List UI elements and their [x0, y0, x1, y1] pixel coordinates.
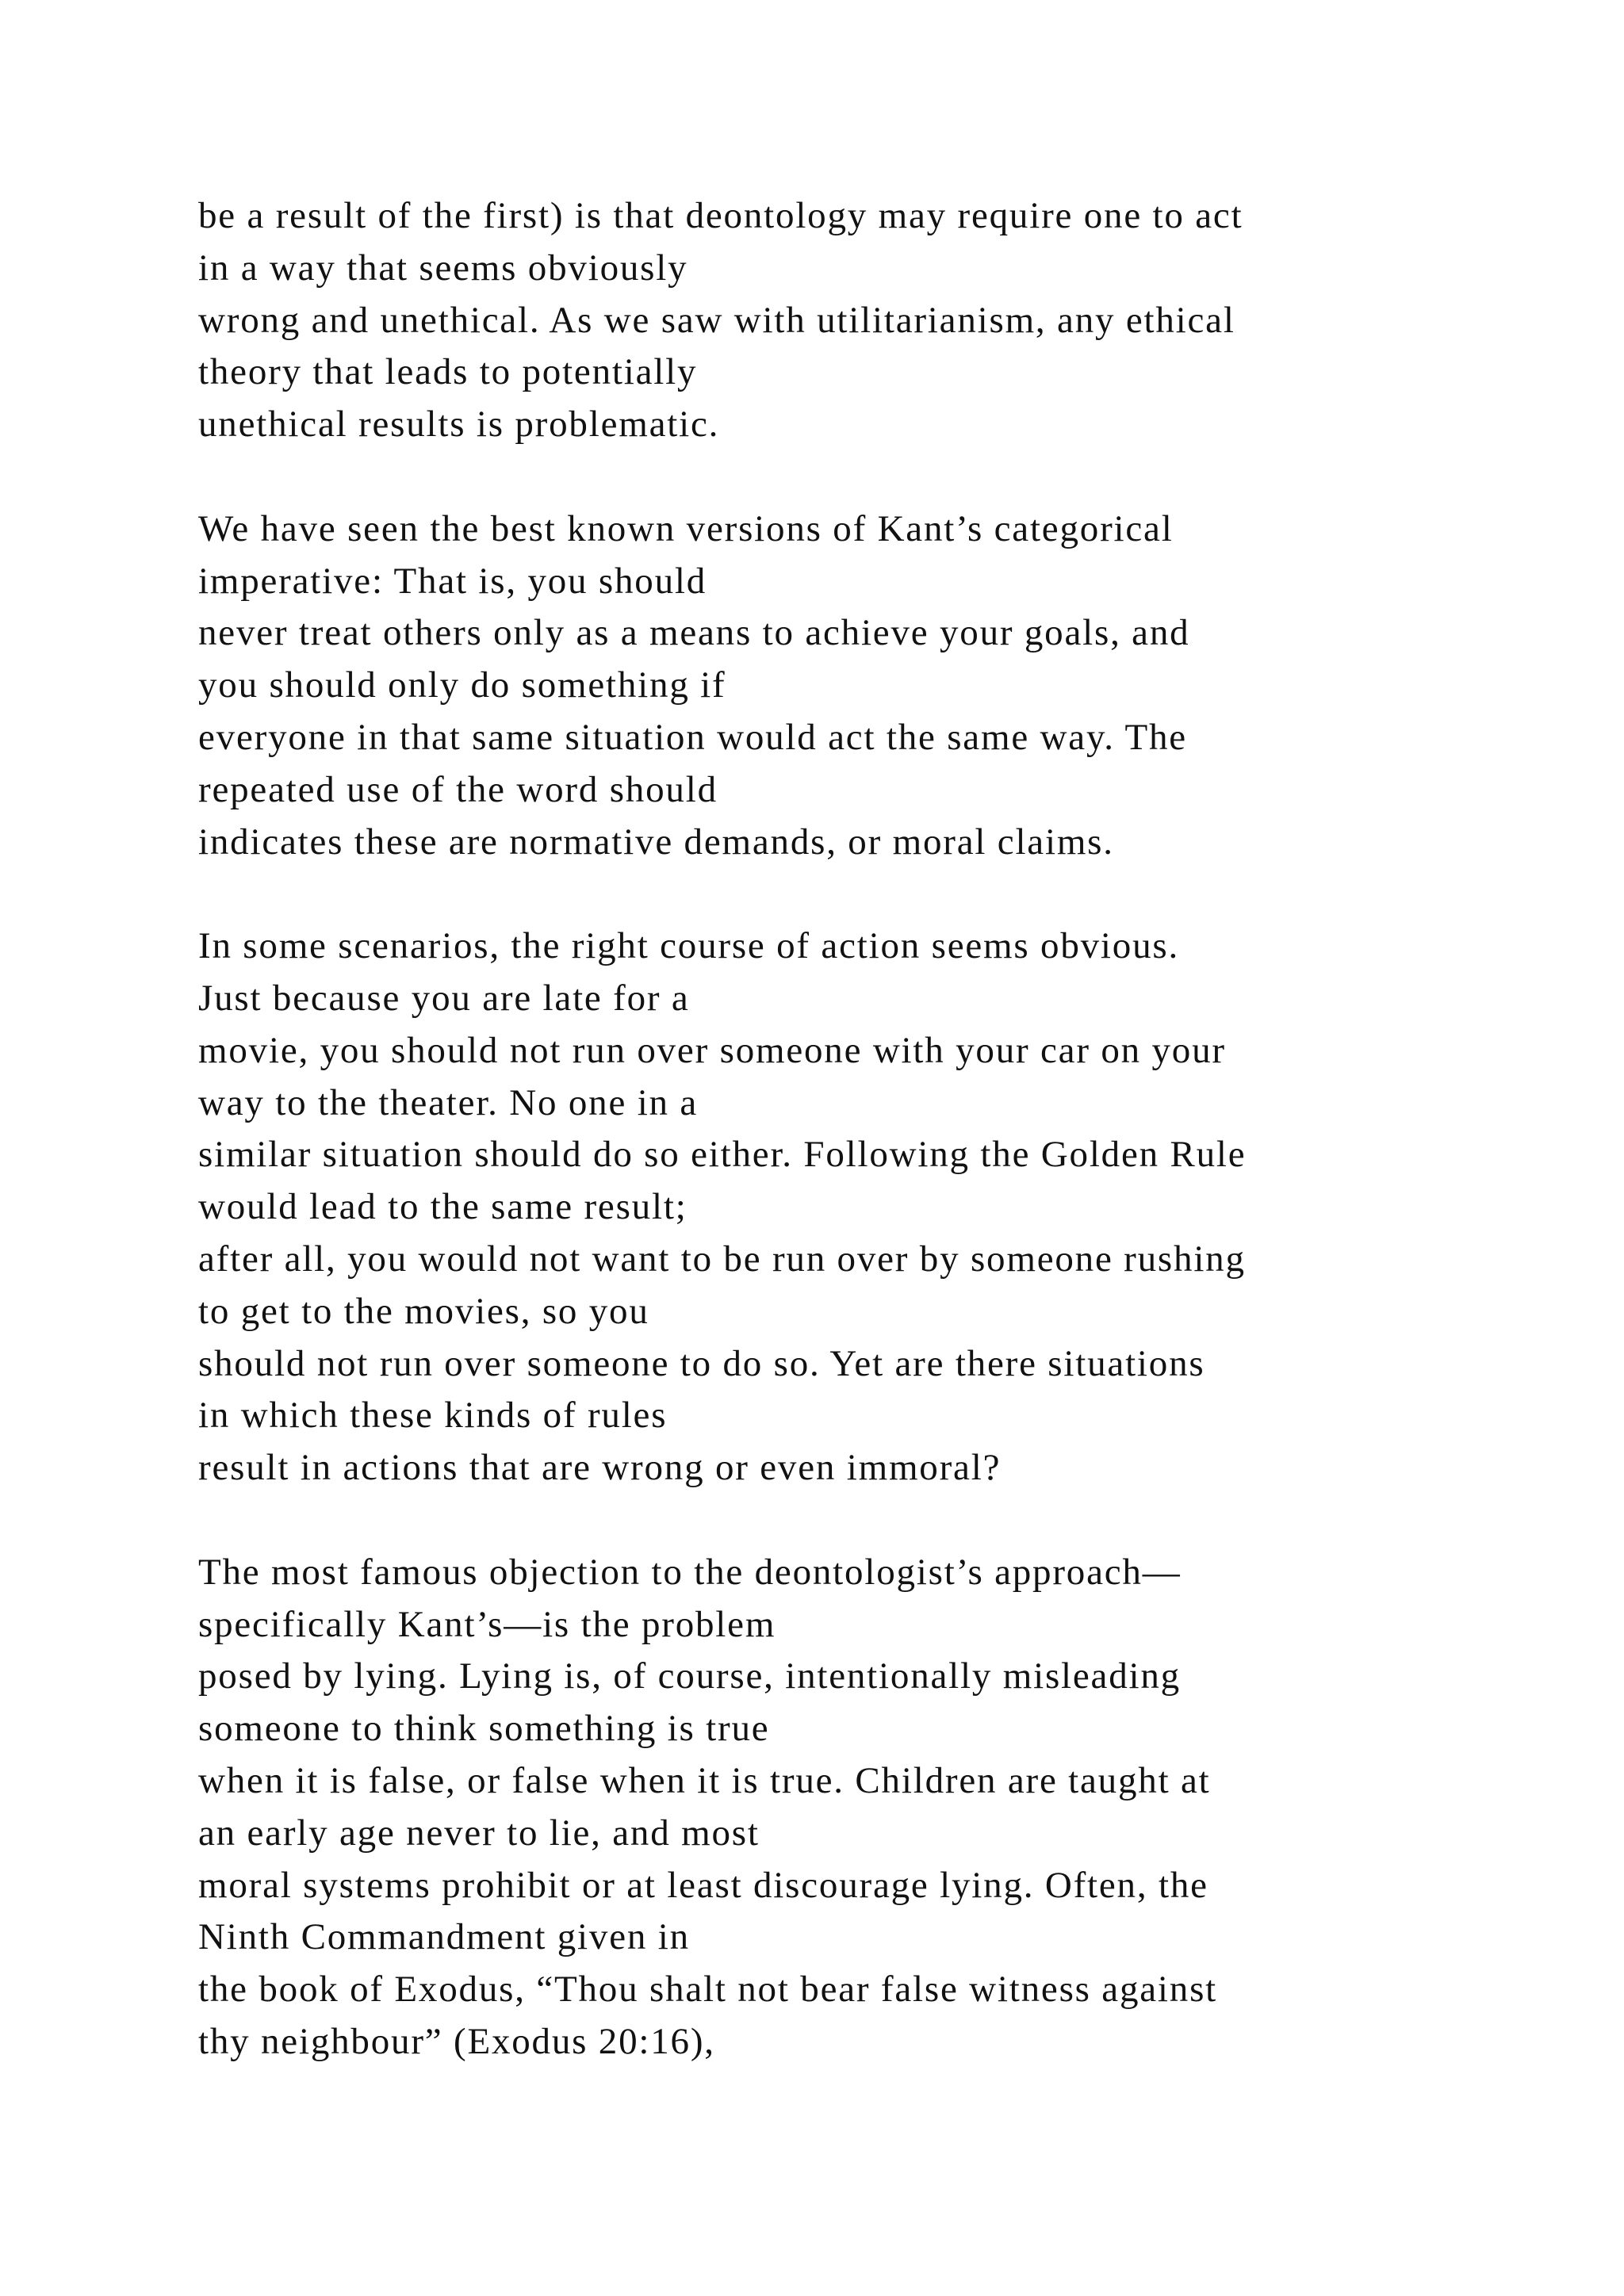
paragraph-4 [198, 1547, 1499, 2068]
text-line: be a result of the first) is that deontology may require one to act [198, 195, 1243, 236]
text-line: thy neighbour” (Exodus 20:16), [198, 2020, 715, 2062]
text-line: theory that leads to potentially [198, 351, 698, 393]
text-line: movie, you should not run over someone with your car on your [198, 1029, 1226, 1071]
text-line: imperative: That is, you should [198, 560, 707, 602]
paragraph-1 [198, 190, 1499, 451]
text-line: similar situation should do so either. Following the Golden Rule [198, 1134, 1247, 1176]
text-line: repeated use of the word should [198, 768, 718, 810]
text-line: should not run over someone to do so. Yet are there situations [198, 1342, 1205, 1384]
text-line: moral systems prohibit or at least discourage lying. Often, the [198, 1864, 1208, 1906]
text-line: In some scenarios, the right course of action seems obvious. [198, 925, 1180, 967]
text-line: result in actions that are wrong or even immoral? [198, 1447, 1002, 1489]
text-line: the book of Exodus, “Thou shalt not bear false witness against [198, 1969, 1218, 2011]
paragraph-gap [198, 451, 1499, 503]
text-line: unethical results is problematic. [198, 404, 720, 446]
text-line: an early age never to lie, and most [198, 1812, 760, 1854]
paragraph-2 [198, 503, 1499, 869]
text-line: We have seen the best known versions of Kant’s categorical [198, 507, 1174, 549]
text-line: someone to think something is true [198, 1708, 770, 1750]
text-line: wrong and unethical. As we saw with utilitarianism, any ethical [198, 299, 1235, 341]
text-line: Ninth Commandment given in [198, 1916, 690, 1958]
body-text [198, 190, 1499, 2068]
text-line: to get to the movies, so you [198, 1290, 649, 1332]
text-line: would lead to the same result; [198, 1186, 688, 1228]
text-line: specifically Kant’s—is the problem [198, 1603, 776, 1645]
text-line: in a way that seems obviously [198, 247, 688, 289]
text-line: you should only do something if [198, 664, 726, 706]
text-line: way to the theater. No one in a [198, 1081, 699, 1123]
text-line: after all, you would not want to be run over by someone rushing [198, 1238, 1246, 1280]
paragraph-gap [198, 868, 1499, 920]
text-line: indicates these are normative demands, or moral claims. [198, 821, 1114, 863]
text-line: never treat others only as a means to achieve your goals, and [198, 612, 1190, 654]
paragraph-gap [198, 1494, 1499, 1547]
text-line: in which these kinds of rules [198, 1395, 668, 1437]
text-line: The most famous objection to the deontologist’s approach— [198, 1551, 1182, 1593]
text-line: posed by lying. Lying is, of course, intentionally misleading [198, 1655, 1181, 1697]
text-line: Just because you are late for a [198, 977, 690, 1019]
paragraph-3 [198, 920, 1499, 1494]
text-line: everyone in that same situation would act the same way. The [198, 716, 1187, 758]
text-line: when it is false, or false when it is true. Children are taught at [198, 1759, 1211, 1801]
